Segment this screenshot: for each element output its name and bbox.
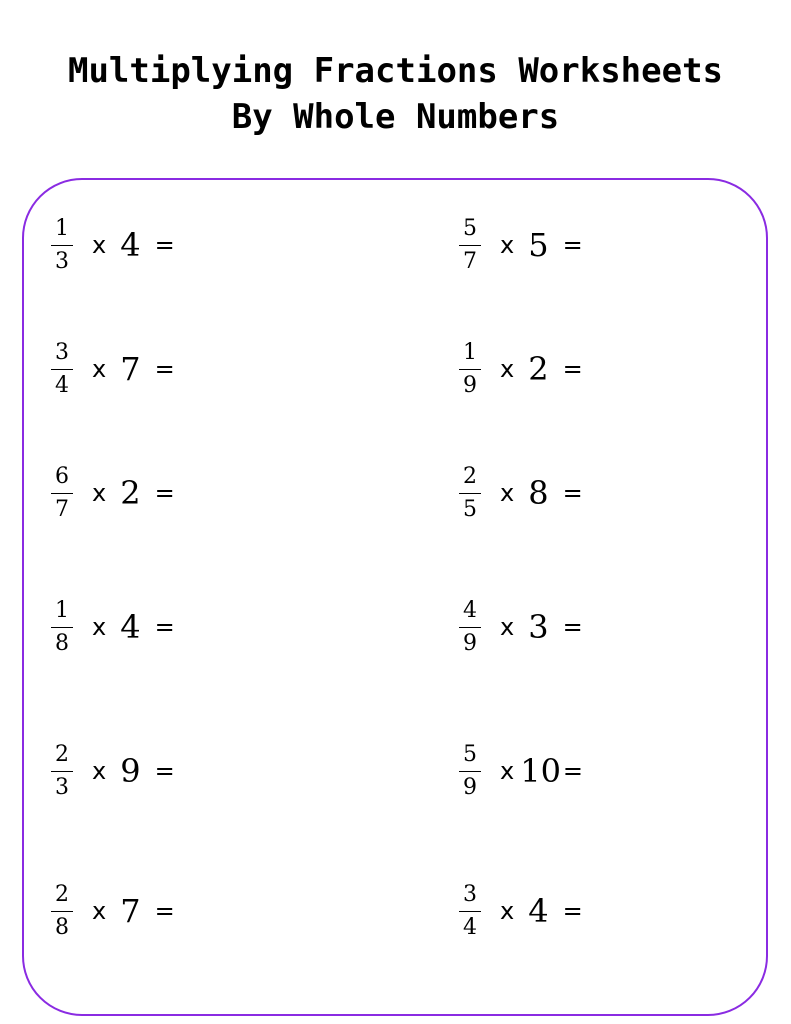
times-sign: x bbox=[92, 479, 107, 507]
problem-right-1 bbox=[458, 210, 583, 280]
times-sign: x bbox=[92, 757, 107, 785]
times-sign: x bbox=[500, 479, 515, 507]
denominator: 7 bbox=[463, 248, 477, 274]
numerator: 4 bbox=[463, 597, 477, 623]
problem-right-6 bbox=[458, 876, 583, 946]
times-sign: x bbox=[92, 231, 107, 259]
numerator: 3 bbox=[463, 881, 477, 907]
problem-right-4 bbox=[458, 592, 583, 662]
times-sign: x bbox=[500, 897, 515, 925]
equals-sign: = bbox=[154, 231, 175, 259]
denominator: 9 bbox=[463, 774, 477, 800]
equals-sign: = bbox=[562, 355, 583, 383]
times-sign: x bbox=[92, 355, 107, 383]
numerator: 3 bbox=[55, 339, 69, 365]
problem-right-2 bbox=[458, 334, 583, 404]
problem-left-2 bbox=[50, 334, 175, 404]
denominator: 8 bbox=[55, 630, 69, 656]
denominator: 4 bbox=[463, 914, 477, 940]
numerator: 2 bbox=[55, 881, 69, 907]
problem-left-6 bbox=[50, 876, 175, 946]
whole-number: 7 bbox=[120, 350, 141, 388]
denominator: 4 bbox=[55, 372, 69, 398]
numerator: 1 bbox=[463, 339, 477, 365]
equals-sign: = bbox=[562, 479, 583, 507]
numerator: 5 bbox=[463, 741, 477, 767]
fraction bbox=[458, 465, 482, 522]
equals-sign: = bbox=[154, 479, 175, 507]
equals-sign: = bbox=[154, 897, 175, 925]
equals-sign: = bbox=[154, 613, 175, 641]
equals-sign: = bbox=[154, 757, 175, 785]
whole-number: 4 bbox=[120, 608, 141, 646]
whole-number: 4 bbox=[120, 226, 141, 264]
denominator: 9 bbox=[463, 372, 477, 398]
problem-left-1 bbox=[50, 210, 175, 280]
times-sign: x bbox=[500, 355, 515, 383]
title-line-1: Multiplying Fractions Worksheets bbox=[67, 51, 724, 91]
times-sign: x bbox=[500, 757, 515, 785]
problem-left-3 bbox=[50, 458, 175, 528]
fraction bbox=[50, 883, 74, 940]
fraction bbox=[50, 599, 74, 656]
denominator: 5 bbox=[463, 496, 477, 522]
whole-number: 9 bbox=[120, 752, 141, 790]
whole-number: 4 bbox=[528, 892, 549, 930]
fraction bbox=[50, 743, 74, 800]
denominator: 3 bbox=[55, 248, 69, 274]
fraction bbox=[50, 465, 74, 522]
page-title bbox=[0, 48, 791, 140]
equals-sign: = bbox=[562, 613, 583, 641]
times-sign: x bbox=[500, 231, 515, 259]
numerator: 1 bbox=[55, 597, 69, 623]
denominator: 7 bbox=[55, 496, 69, 522]
fraction bbox=[50, 217, 74, 274]
fraction bbox=[458, 599, 482, 656]
problem-left-4 bbox=[50, 592, 175, 662]
fraction bbox=[458, 217, 482, 274]
problem-right-3 bbox=[458, 458, 583, 528]
fraction bbox=[458, 743, 482, 800]
times-sign: x bbox=[92, 897, 107, 925]
equals-sign: = bbox=[562, 897, 583, 925]
equals-sign: = bbox=[562, 231, 583, 259]
equals-sign: = bbox=[154, 355, 175, 383]
denominator: 3 bbox=[55, 774, 69, 800]
whole-number: 2 bbox=[528, 350, 549, 388]
whole-number: 10 bbox=[520, 752, 561, 790]
whole-number: 8 bbox=[528, 474, 549, 512]
numerator: 1 bbox=[55, 215, 69, 241]
fraction bbox=[458, 341, 482, 398]
whole-number: 3 bbox=[528, 608, 549, 646]
whole-number: 5 bbox=[528, 226, 549, 264]
numerator: 6 bbox=[55, 463, 69, 489]
whole-number: 2 bbox=[120, 474, 141, 512]
times-sign: x bbox=[500, 613, 515, 641]
numerator: 2 bbox=[463, 463, 477, 489]
numerator: 2 bbox=[55, 741, 69, 767]
problem-right-5 bbox=[458, 736, 583, 806]
problem-left-5 bbox=[50, 736, 175, 806]
fraction bbox=[458, 883, 482, 940]
title-line-2: By Whole Numbers bbox=[231, 97, 560, 137]
whole-number: 7 bbox=[120, 892, 141, 930]
times-sign: x bbox=[92, 613, 107, 641]
denominator: 9 bbox=[463, 630, 477, 656]
denominator: 8 bbox=[55, 914, 69, 940]
fraction bbox=[50, 341, 74, 398]
numerator: 5 bbox=[463, 215, 477, 241]
equals-sign: = bbox=[562, 757, 584, 785]
